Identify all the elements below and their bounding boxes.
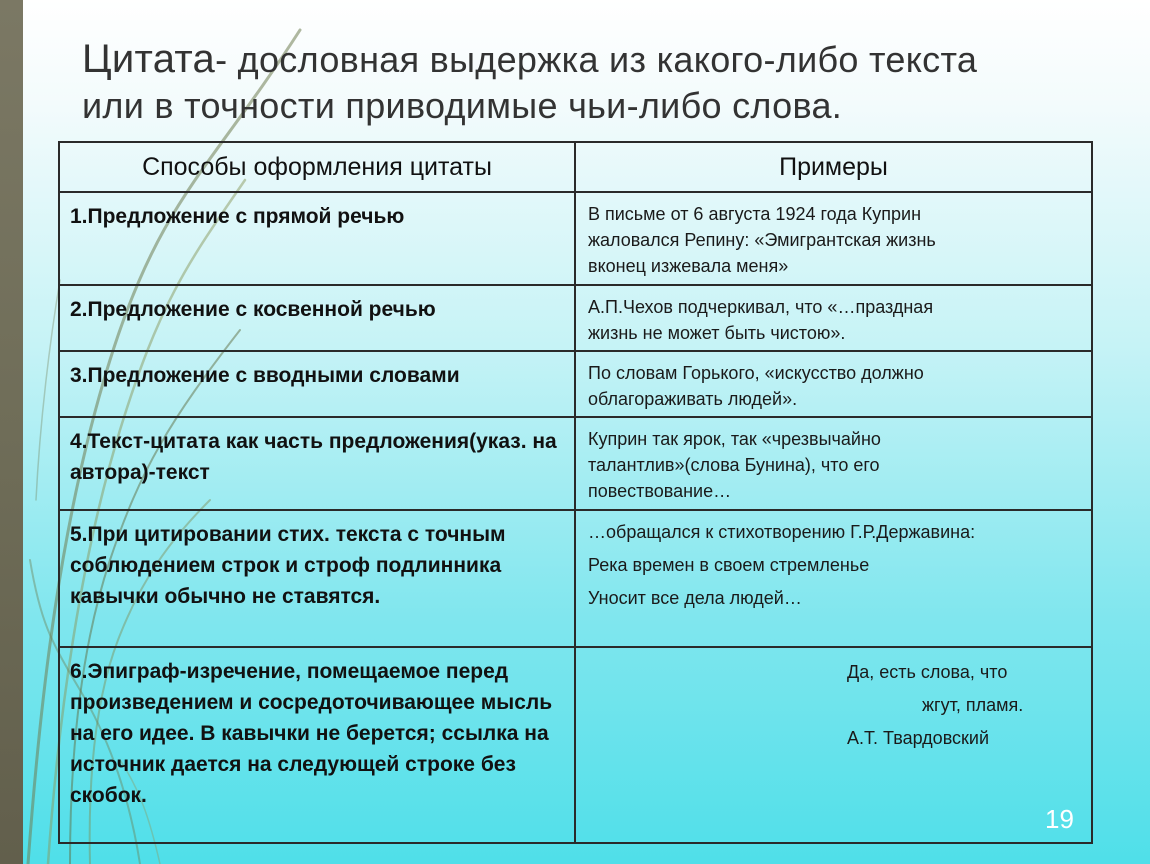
slide-title bbox=[82, 36, 1122, 129]
quotation-methods-table bbox=[58, 141, 1093, 844]
example-line: талантлив»(слова Бунина), что его bbox=[588, 455, 880, 475]
table-row bbox=[59, 417, 1092, 510]
table-row bbox=[59, 285, 1092, 351]
page-number: 19 bbox=[1045, 804, 1074, 834]
example-line: …обращался к стихотворению Г.Р.Державина: bbox=[588, 522, 976, 542]
header-examples: Примеры bbox=[575, 142, 1092, 192]
epigraph-line: Да, есть слова, что bbox=[847, 662, 1008, 682]
left-accent-bar bbox=[0, 0, 23, 864]
example-cell bbox=[575, 351, 1092, 417]
example-line: По словам Горького, «искусство должно bbox=[588, 363, 924, 383]
method-cell: 5.При цитировании стих. текста с точным соблюдением строк и строф подлинника кавычки обычно не ставятся. bbox=[59, 510, 575, 647]
example-line: Уносит все дела людей… bbox=[588, 588, 802, 608]
example-line: жизнь не может быть чистою». bbox=[588, 323, 846, 343]
example-line: вконец изжевала меня» bbox=[588, 256, 789, 276]
example-line: В письме от 6 августа 1924 года Куприн bbox=[588, 204, 922, 224]
example-line: Куприн так ярок, так «чрезвычайно bbox=[588, 429, 881, 449]
example-cell bbox=[575, 510, 1092, 647]
epigraph-author: А.Т. Твардовский bbox=[847, 728, 990, 748]
table-row bbox=[59, 647, 1092, 843]
method-cell: 3.Предложение с вводными словами bbox=[59, 351, 575, 417]
example-cell bbox=[575, 192, 1092, 285]
epigraph-line: жгут, пламя. bbox=[922, 695, 1024, 715]
method-cell: 1.Предложение с прямой речью bbox=[59, 192, 575, 285]
method-cell: 2.Предложение с косвенной речью bbox=[59, 285, 575, 351]
table-row bbox=[59, 192, 1092, 285]
table-row bbox=[59, 510, 1092, 647]
example-line: А.П.Чехов подчеркивал, что «…праздная bbox=[588, 297, 934, 317]
example-cell bbox=[575, 417, 1092, 510]
table-header-row bbox=[59, 142, 1092, 192]
example-line: повествование… bbox=[588, 481, 732, 501]
example-line: Река времен в своем стремленье bbox=[588, 555, 870, 575]
method-cell: 6.Эпиграф-изречение, помещаемое перед произведением и сосредоточивающее мысль на его идее. В кавычки не берется; ссылка на источник дается на следующей строке без скобок. bbox=[59, 647, 575, 843]
example-line: облагораживать людей». bbox=[588, 389, 798, 409]
title-term: Цитата bbox=[82, 37, 216, 81]
method-cell: 4.Текст-цитата как часть предложения(указ. на автора)-текст bbox=[59, 417, 575, 510]
title-line-2: или в точности приводимые чьи-либо слова. bbox=[82, 85, 843, 126]
example-cell bbox=[575, 285, 1092, 351]
example-line: жаловался Репину: «Эмигрантская жизнь bbox=[588, 230, 936, 250]
header-methods: Способы оформления цитаты bbox=[59, 142, 575, 192]
epigraph-example-cell bbox=[575, 647, 1092, 843]
title-definition: - дословная выдержка из какого-либо текста bbox=[215, 39, 978, 80]
table-row bbox=[59, 351, 1092, 417]
